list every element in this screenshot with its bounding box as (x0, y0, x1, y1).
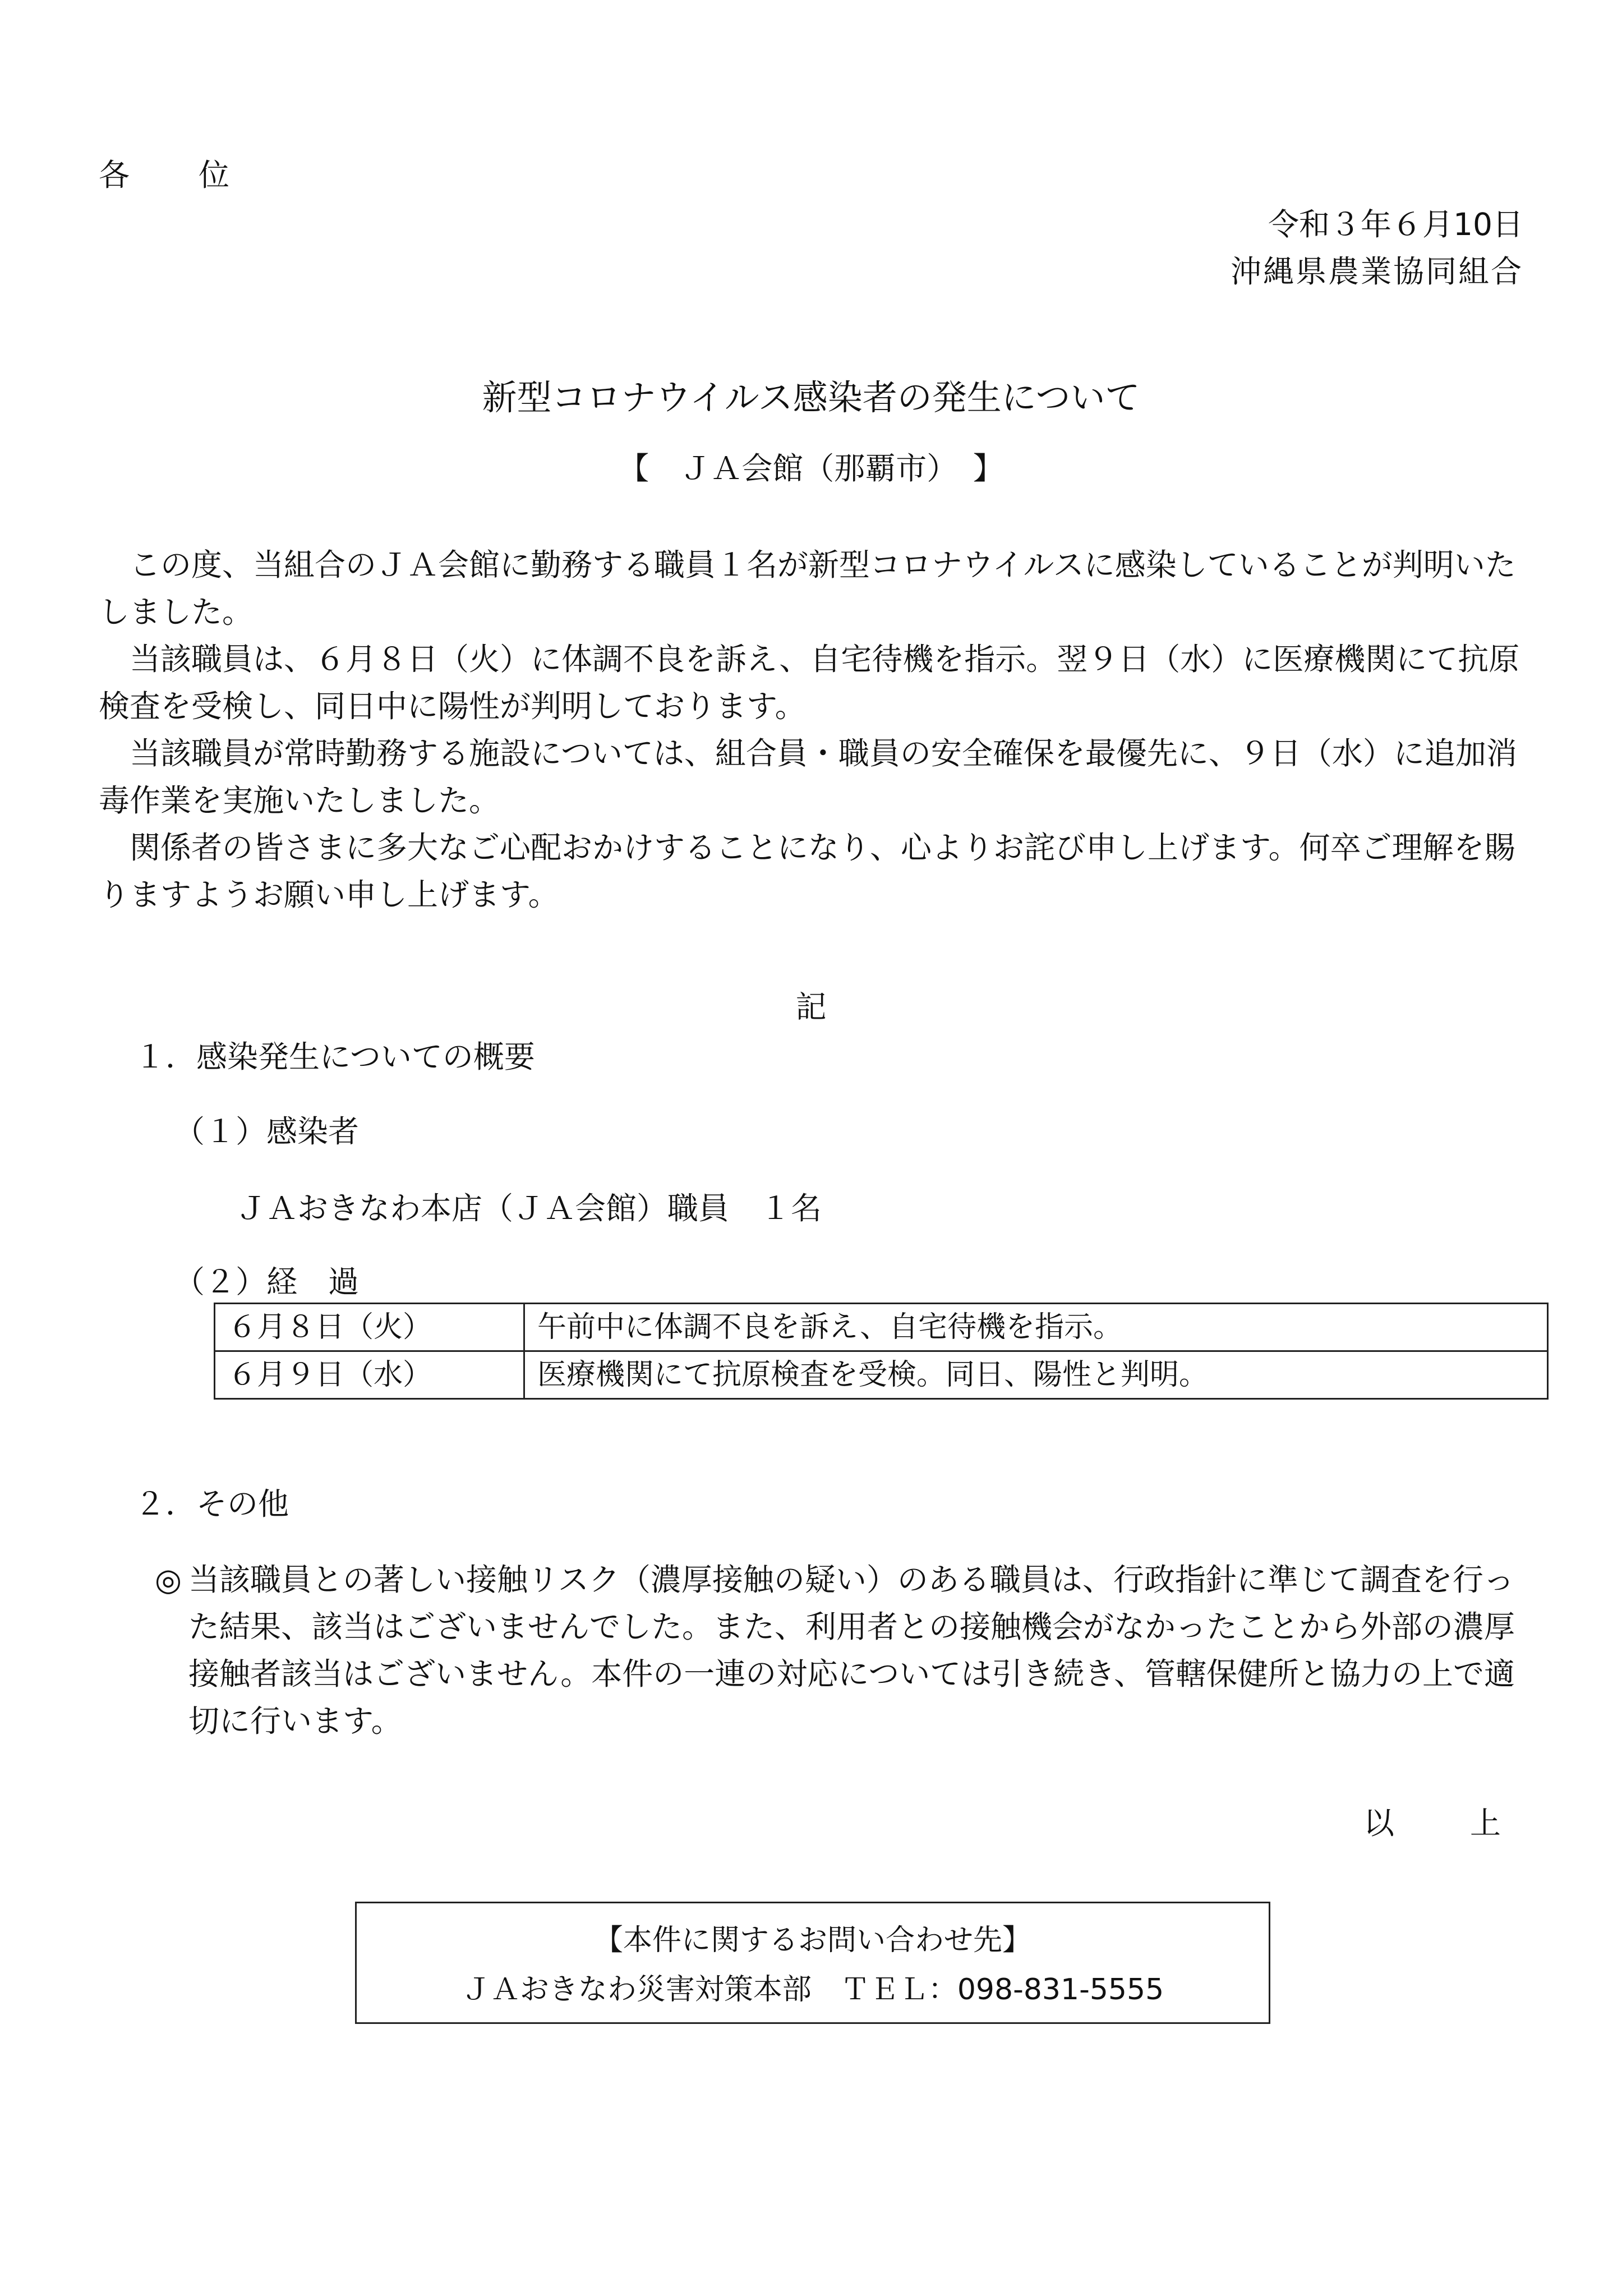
ki-heading: 記 (795, 989, 827, 1025)
contact-line: ＪＡおきなわ災害対策本部 ＴＥＬ：098-831-5555 (461, 1973, 1164, 2007)
document-title: 新型コロナウイルス感染者の発生について (482, 377, 1140, 418)
table-row (215, 1351, 1548, 1399)
timeline-event: 医療機関にて抗原検査を受検。同日、陽性と判明。 (524, 1351, 1548, 1399)
contact-box (355, 1902, 1270, 2024)
document-subtitle: 【 ＪＡ会館（那覇市） 】 (618, 450, 1004, 486)
closing-word: 以 上 (1363, 1805, 1523, 1841)
body-paragraph: 当該職員は、６月８日（火）に体調不良を訴え、自宅待機を指示。翌９日（水）に医療機関にて抗原検査を受検し、同日中に陽性が判明しております。 (99, 641, 1520, 724)
subsection-infected-heading: （１）感染者 (174, 1114, 360, 1149)
addressee: 各 位 (99, 157, 249, 193)
section-2-heading: ２．その他 (135, 1486, 289, 1522)
other-note (155, 1556, 1523, 1745)
contact-heading: 【本件に関するお問い合わせ先】 (593, 1924, 1031, 1957)
table-row (215, 1304, 1548, 1351)
subsection-timeline-heading: （２）経 過 (174, 1264, 360, 1300)
organization-name: 沖縄県農業協同組合 (1230, 254, 1523, 289)
body-paragraph: 関係者の皆さまに多大なご心配おかけすることになり、心よりお詫び申し上げます。何卒ご理解を賜りますようお願い申し上げます。 (99, 830, 1515, 913)
timeline-table (214, 1303, 1549, 1400)
section-1-heading: １．感染発生についての概要 (135, 1039, 535, 1075)
other-note-text: 当該職員との著しい接触リスク（濃厚接触の疑い）のある職員は、行政指針に準じて調査を行った結果、該当はございませんでした。また、利用者との接触機会がなかったことから外部の濃厚接触者該当はございません。本件の一連の対応については引き続き、管轄保健所と協力の上で適切に行います。 (188, 1562, 1515, 1739)
timeline-date: ６月８日（火） (215, 1304, 524, 1351)
timeline-date: ６月９日（水） (215, 1351, 524, 1399)
infected-person-text: ＪＡおきなわ本店（ＪＡ会館）職員 １名 (236, 1190, 822, 1226)
timeline-event: 午前中に体調不良を訴え、自宅待機を指示。 (524, 1304, 1548, 1351)
issue-date: 令和３年６月10日 (1268, 206, 1523, 242)
double-circle-mark: ◎ (155, 1562, 182, 1598)
body-paragraph: 当該職員が常時勤務する施設については、組合員・職員の安全確保を最優先に、９日（水）に追加消毒作業を実施いたしました。 (99, 735, 1517, 818)
body-paragraph: この度、当組合のＪＡ会館に勤務する職員１名が新型コロナウイルスに感染していることが判明いたしました。 (99, 547, 1516, 630)
